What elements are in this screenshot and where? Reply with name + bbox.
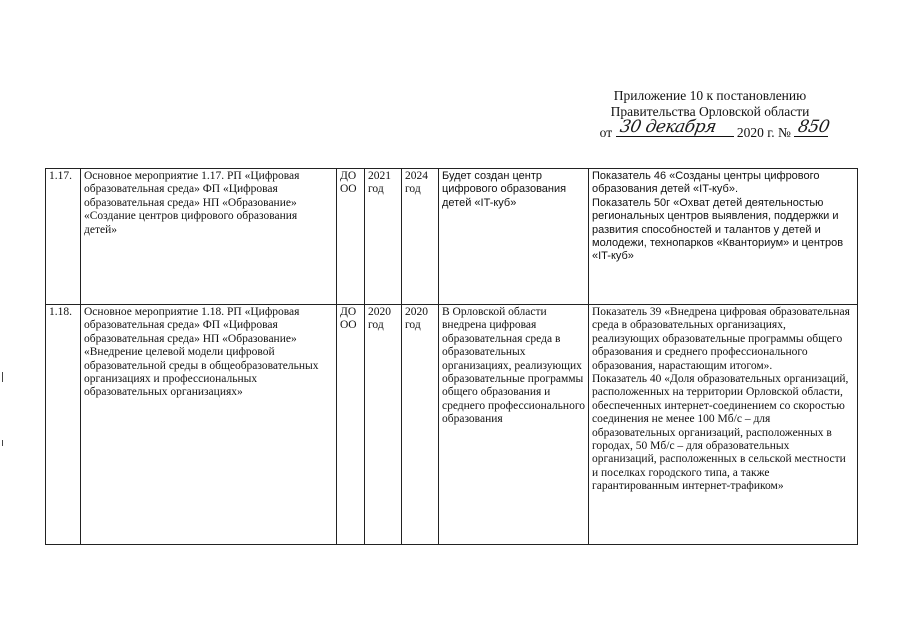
indicators: Показатель 46 «Созданы центры цифрового образования детей «IT-куб». Показатель 50г «Охват детей деятельностью региональных центров выявления, поддержки и развития способностей и талантов у детей и молодежи, технопарков «Кванториум» и центров «IT-куб» [589, 169, 858, 305]
row-number: 1.18. [46, 305, 81, 545]
header-date-line [564, 117, 864, 141]
table-row [46, 305, 858, 545]
row-number: 1.17. [46, 169, 81, 305]
header-line-1: Приложение 10 к постановлению [613, 88, 807, 103]
end-year: 2020 год [402, 305, 439, 545]
handwritten-date: 30 декабря [616, 120, 734, 137]
header-year-number: 2020 г. № [736, 125, 791, 140]
header-line-2: Правительства Орловской области [610, 104, 810, 119]
end-year: 2024 год [402, 169, 439, 305]
header-from-prefix: от [599, 125, 613, 140]
page-edge-mark [2, 372, 3, 382]
document-header [560, 88, 860, 141]
executor: ДО ОО [337, 305, 365, 545]
measures-table [45, 168, 858, 545]
start-year: 2020 год [365, 305, 402, 545]
event-name: Основное мероприятие 1.17. РП «Цифровая образовательная среда» ФП «Цифровая образовательная среда» НП «Образование» «Создание центров цифрового образования детей» [81, 169, 337, 305]
expected-result: Будет создан центр цифрового образования детей «IT-куб» [439, 169, 589, 305]
handwritten-number: 850 [794, 120, 828, 137]
event-name: Основное мероприятие 1.18. РП «Цифровая образовательная среда» ФП «Цифровая образовательная среда» НП «Образование» «Внедрение целевой модели цифровой образовательной среды в общеобразовательных организациях и профессиональных образовательных организациях» [81, 305, 337, 545]
executor: ДО ОО [337, 169, 365, 305]
indicators: Показатель 39 «Внедрена цифровая образовательная среда в образовательных организациях, реализующих образовательные программы общего образования и среднего профессионального образования, нарастающим итогом». Показатель 40 «Доля образовательных организаций, расположенных на территории Орловской области, обеспеченных интернет-соединением со скоростью соединения не менее 100 Мб/с – для образовательных организаций, расположенных в городах, 50 Мб/с – для образовательных организаций, расположенных в сельской местности и поселках городского типа, а также гарантированным интернет-трафиком» [589, 305, 858, 545]
table-row [46, 169, 858, 305]
expected-result: В Орловской области внедрена цифровая образовательная среда в образовательных организациях, реализующих образовательные программы общего образования и среднего профессионального образования [439, 305, 589, 545]
start-year: 2021 год [365, 169, 402, 305]
page-edge-mark [2, 440, 3, 446]
